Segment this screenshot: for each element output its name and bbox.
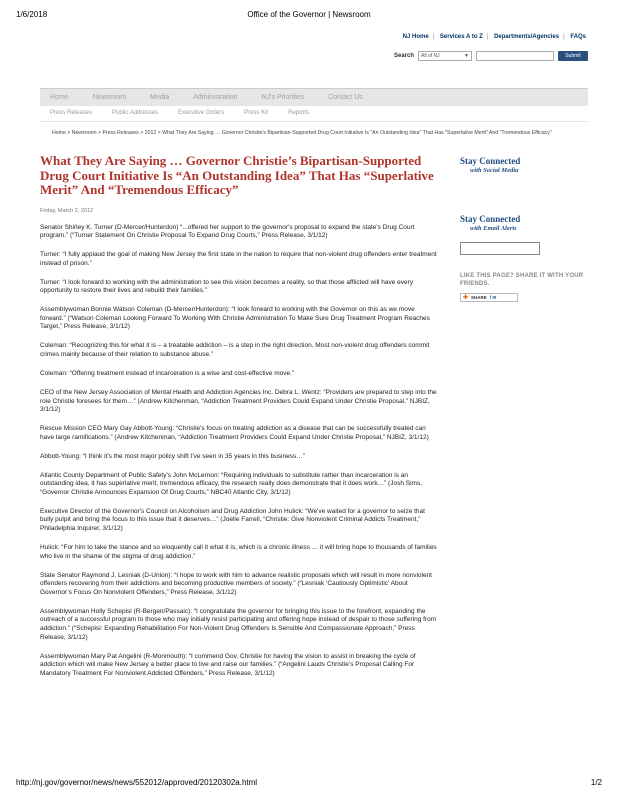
nav-contact[interactable]: Contact Us <box>328 94 363 101</box>
social-media-block[interactable] <box>460 156 590 174</box>
top-links: NJ Home | Services A to Z | Departments/Agencies | FAQs <box>402 34 586 40</box>
article-paragraph: Atlantic County Department of Public Safety's John McLernon: “Requiring individuals to substitute rather than incarceration is an outstanding idea, it has superlative merit, tremendous efficacy, the research really does demonstrate that it does work…” (Josh Sims, “Governor Christie Announces Expansion Of Drug Courts,” NBC40 Atlantic City, 3/1/12) <box>40 471 422 496</box>
social-title: Stay Connected <box>460 156 521 166</box>
top-link-nj-home[interactable]: NJ Home <box>402 34 429 40</box>
article-paragraph: Coleman: “Offering treatment instead of incarceration is a wise and cost-effective move.” <box>40 369 295 377</box>
article-paragraph: State Senator Raymond J. Lesniak (D-Union): “I hope to work with him to advance realistic proposals which will result in more nonviolent offenders recovering from their addictions and becoming productive members of society.” (“Lesniak ‘Cautiously Optimistic’ About Governor’s Focus On Nonviolent Offenders,” Press Release, 3/1/12) <box>40 571 432 596</box>
search-input[interactable] <box>476 51 554 61</box>
nav-media[interactable]: Media <box>150 94 170 101</box>
subnav-reports[interactable]: Reports <box>288 110 310 116</box>
nav-home[interactable]: Home <box>50 94 69 101</box>
subnav-press-kit[interactable]: Press Kit <box>244 110 269 116</box>
social-icons: f ✉ <box>489 294 497 300</box>
article-paragraph: Turner: “I fully applaud the goal of making New Jersey the first state in the nation to require that non-violent drug offenders enter treatment instead of prison.” <box>40 251 437 267</box>
article-paragraph: Assemblywoman Holly Schepisi (R-Bergen/Passaic): “I congratulate the governor for bringing this issue to the forefront, expanding the outreach of a successful program to those who may initially resist participating and offering hope instead of despair to those suffering from addiction.” (“Schepisi: Expanding Rehabilitation For Non-Violent Drug Offenders Is Sensible And Compassionate Approach,” Press Release, 3/1/12) <box>40 607 437 641</box>
print-page-number: 1/2 <box>590 778 602 787</box>
article-paragraph: Abbott-Young: “I think it's the most major policy shift I've seen in 35 years in this business…” <box>40 452 305 460</box>
print-header <box>16 10 602 24</box>
subnav-public-addresses[interactable]: Public Addresses <box>112 110 159 116</box>
article-paragraph: Assemblywoman Mary Pat Angelini (R-Monmouth): “I commend Gov. Christie for having the vision to assist in breaking the cycle of addiction which will make New Jersey a better place to live and raise our families.” (“Angelini Lauds Christie’s Proposal Calling For Mandatory Treatment For Nonviolent Addicted Offenders,” Press Release, 3/1/12) <box>40 652 416 677</box>
nav-administration[interactable]: Administration <box>193 94 238 101</box>
search-scope-select[interactable]: All of NJ ▼ <box>418 51 472 61</box>
article-paragraph: Senator Shirley K. Turner (D-Mercer/Hunterdon) “...offered her support to the governor's proposal to expand the state's Drug Court program.” (“Turner Statement On Christie Proposal To Expand Drug Courts,” Press Release, 3/1/12) <box>40 223 415 240</box>
sub-nav <box>40 110 588 122</box>
print-title: Office of the Governor | Newsroom <box>247 10 371 19</box>
nav-priorities[interactable]: NJ's Priorities <box>261 94 305 101</box>
share-prompt: LIKE THIS PAGE? SHARE IT WITH YOUR FRIENDS. <box>460 273 584 287</box>
share-button[interactable]: ✚ SHARE f ✉ <box>460 293 518 302</box>
top-link-faqs[interactable]: FAQs <box>570 34 586 40</box>
email-subtitle: with Email Alerts <box>470 225 517 232</box>
email-alerts-input[interactable] <box>460 242 540 255</box>
search-bar <box>394 50 588 62</box>
email-title: Stay Connected <box>460 214 521 224</box>
article-paragraph: Rescue Mission CEO Mary Gay Abbott-Young: “Christie's focus on treating addiction as a disease that can be successfully treated can have large ramifications.” (Andrew Kitchenman, “Addiction Treatment Providers Could Expand Under Christie Proposal,” NJBIZ, 3/1/12) <box>40 425 429 441</box>
social-subtitle: with Social Media <box>470 167 519 174</box>
subnav-executive-orders[interactable]: Executive Orders <box>178 110 225 116</box>
search-submit-button[interactable]: Submit <box>558 51 588 61</box>
sidebar <box>460 156 590 302</box>
article <box>40 154 440 689</box>
article-headline: What They Are Saying … Governor Christie’s Bipartisan-Supported Drug Court Initiative Is “An Outstanding Idea” That Has “Superlative Merit” And “Tremendous Efficacy” <box>40 153 434 197</box>
top-link-departments[interactable]: Departments/Agencies <box>494 34 560 40</box>
article-paragraph: Executive Director of the Governor's Council on Alcoholism and Drug Addiction John Hulick: “We've waited for a governor to seize that bully pulpit and bring the focus to this issue that it deserves…” (Joelle Farrell, “Christie: Give Nonviolent Criminal Addicts Treatment,” Philadelphia Inquirer, 3/1/12) <box>40 507 425 533</box>
print-date: 1/6/2018 <box>16 10 48 19</box>
article-paragraph: Turner: “I look forward to working with the administration to see this vision becomes a reality, so that those afflicted will have every opportunity to restore their lives and rebuild their families.” <box>40 278 414 295</box>
article-paragraph: CEO of the New Jersey Association of Mental Health and Addiction Agencies Inc. Debra L. Wentz: “Providers are prepared to step into the role Christie foresees for them…” (Andrew Kitchenman, “Addiction Treatment Providers Could Expand Under Christie Proposal,” NJBIZ, 3/1/12) <box>40 388 437 414</box>
top-link-services[interactable]: Services A to Z <box>439 34 483 40</box>
main-nav <box>40 88 588 106</box>
search-label: Search <box>393 53 414 59</box>
article-paragraph: Assemblywoman Bonnie Watson Coleman (D-Mercer/Hunterdon): “I look forward to working with the Governor on this as we move forward.” (“Watson Coleman Looking Forward To Working With Christie Administration To Make Sure Drug Treatment Program Reaches Target,” Press Release, 3/1/12) <box>40 306 430 331</box>
print-url: http://nj.gov/governor/news/news/552012/approved/20120302a.html <box>16 778 258 787</box>
print-footer <box>16 778 602 790</box>
breadcrumb[interactable]: Home > Newsroom > Press Releases > 2012 > What They Are Saying … Governor Christie's Bipartisan-Supported Drug Court Initiative Is "An Outstanding Idea" That Has "Superlative Merit" And "Tremendous Efficacy" <box>52 130 552 136</box>
email-alerts-block <box>460 214 590 255</box>
article-paragraph: Hulick: “For him to take the stance and so eloquently call it what it is, which is a chronic illness … it will bring hope to thousands of families who live in the shame of the stigma of drug addiction.” <box>40 544 437 560</box>
article-date: Friday, March 2, 2012 <box>40 207 94 214</box>
subnav-press-releases[interactable]: Press Releases <box>50 110 93 116</box>
chevron-down-icon: ▼ <box>464 53 469 59</box>
nav-newsroom[interactable]: Newsroom <box>92 94 127 101</box>
article-paragraph: Coleman: “Recognizing this for what it is – a treatable addiction – is a step in the right direction. Most non-violent drug offenders commit crimes mainly because of their relation to substance abuse.” <box>40 342 430 358</box>
share-icon: ✚ <box>463 295 469 301</box>
